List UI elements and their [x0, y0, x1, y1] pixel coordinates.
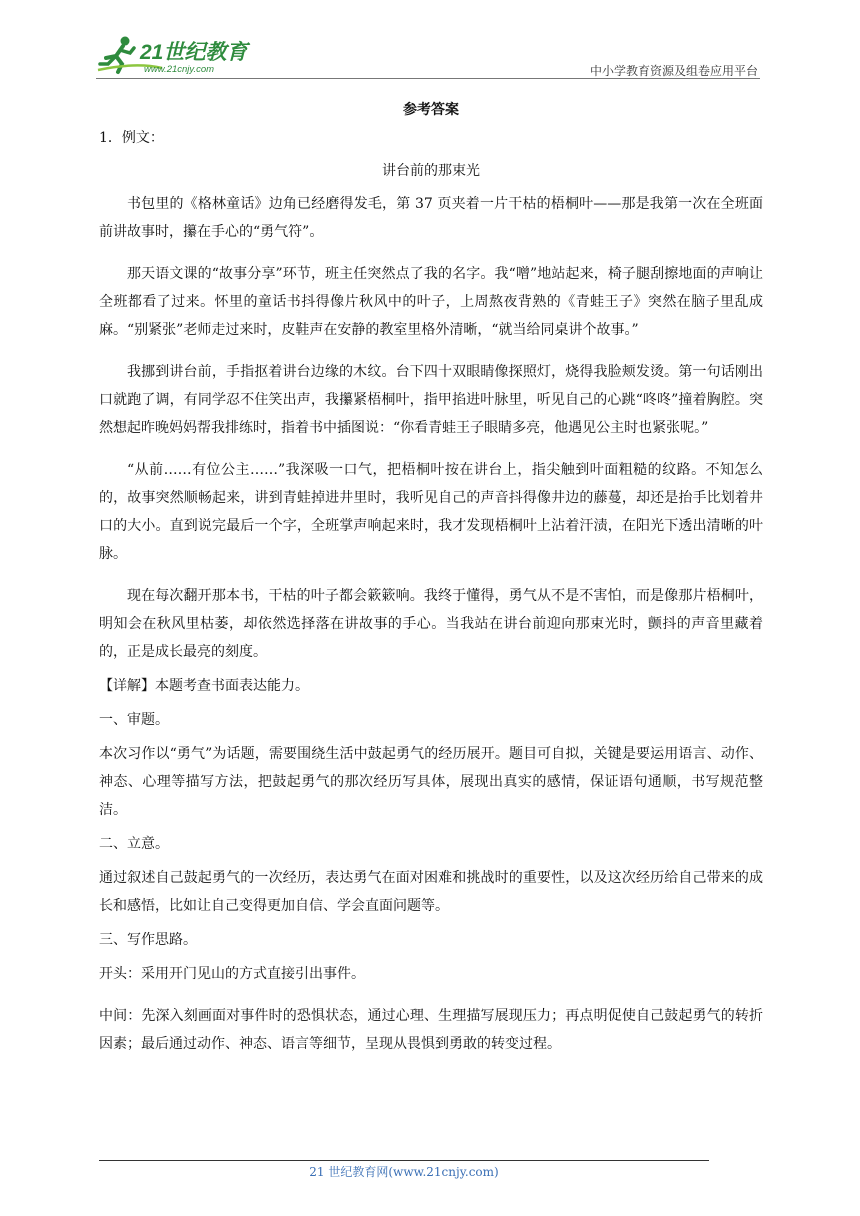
section-heading: 二、立意。 — [99, 836, 169, 852]
section-text: 本次习作以“勇气”为话题，需要围绕生活中鼓起勇气的经历展开。题目可自拟，关键是要运用语言、动作、神态、心理等描写方法，把鼓起勇气的那次经历写具体，展现出真实的感情，保证语句通顺，书写规范整洁。 — [99, 746, 763, 818]
document-body — [99, 96, 763, 1064]
section-heading: 三、写作思路。 — [99, 932, 197, 948]
section-text: 通过叙述自己鼓起勇气的一次经历，表达勇气在面对困难和挑战时的重要性，以及这次经历给自己带来的成长和感悟，比如让自己变得更加自信、学会直面问题等。 — [99, 870, 763, 914]
platform-name: 中小学教育资源及组卷应用平台 — [589, 64, 758, 78]
runner-logo-icon — [96, 34, 266, 76]
answer-title: 参考答案 — [403, 102, 459, 118]
section-heading: 一、审题。 — [99, 712, 169, 728]
section-text: 中间：先深入刻画面对事件时的恐惧状态，通过心理、生理描写展现压力；再点明促使自己鼓起勇气的转折因素；最后通过动作、神态、语言等细节，呈现从畏惧到勇敢的转变过程。 — [99, 1008, 763, 1052]
detail-heading: 【详解】本题考查书面表达能力。 — [99, 678, 309, 694]
logo-text: 21世纪教育 — [140, 41, 248, 64]
section-text: 开头：采用开门见山的方式直接引出事件。 — [99, 966, 365, 982]
header-divider — [96, 78, 760, 79]
page-header — [96, 34, 760, 80]
site-logo[interactable] — [96, 34, 266, 76]
logo-url: www.21cnjy.com — [144, 64, 215, 75]
essay-paragraph: 那天语文课的“故事分享”环节，班主任突然点了我的名字。我“噌”地站起来，椅子腿刮擦地面的声响让全班都看了过来。怀里的童话书抖得像片秋风中的叶子，上周熬夜背熟的《青蛙王子》突然在脑子里乱成麻。“别紧张”老师走过来时，皮鞋声在安静的教室里格外清晰，“就当给同桌讲个故事。” — [99, 266, 763, 338]
essay-paragraph: 现在每次翻开那本书，干枯的叶子都会簌簌响。我终于懂得，勇气从不是不害怕，而是像那片梧桐叶，明知会在秋风里枯萎，却依然选择落在讲故事的手心。当我站在讲台前迎向那束光时，颤抖的声音里藏着的，正是成长最亮的刻度。 — [99, 588, 763, 660]
footer-link[interactable]: 21 世纪教育网(www.21cnjy.com) — [309, 1165, 499, 1179]
essay-title: 讲台前的那束光 — [382, 163, 480, 179]
essay-paragraph: 书包里的《格林童话》边角已经磨得发毛，第 37 页夹着一片干枯的梧桐叶——那是我第一次在全班面前讲故事时，攥在手心的“勇气符”。 — [99, 196, 763, 240]
question-label: 1．例文： — [99, 130, 164, 146]
footer-divider — [99, 1160, 709, 1161]
essay-paragraph: “从前……有位公主……”我深吸一口气，把梧桐叶按在讲台上，指尖触到叶面粗糙的纹路。不知怎么的，故事突然顺畅起来，讲到青蛙掉进井里时，我听见自己的声音抖得像井边的藤蔓，却还是抬手比划着井口的大小。直到说完最后一个字，全班掌声响起来时，我才发现梧桐叶上沾着汗渍，在阳光下透出清晰的叶脉。 — [99, 462, 763, 562]
essay-paragraph: 我挪到讲台前，手指抠着讲台边缘的木纹。台下四十双眼睛像探照灯，烧得我脸颊发烫。第一句话刚出口就跑了调，有同学忍不住笑出声，我攥紧梧桐叶，指甲掐进叶脉里，听见自己的心跳“咚咚”撞着胸腔。突然想起昨晚妈妈帮我排练时，指着书中插图说：“你看青蛙王子眼睛多亮，他遇见公主时也紧张呢。” — [99, 364, 763, 436]
